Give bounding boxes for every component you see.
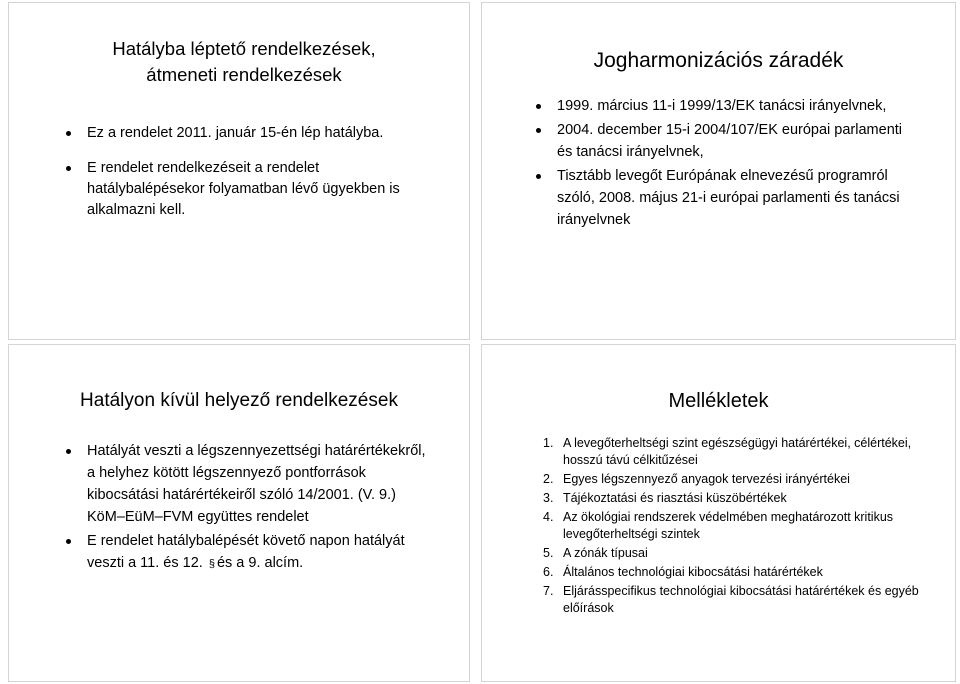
list-item-number: 4. [543,510,554,524]
list-item-text: Hatályát veszti a légszennyezettségi határértékekről, a helyhez kötött légszennyező pontforrások kibocsátási határértékeiről szóló 14/2001. (V. 9.) KöM–EüM–FVM együttes rendelet [87,443,426,525]
list-item-number: 2. [543,472,554,486]
bullet-dot-icon [66,449,71,454]
list-item [543,509,923,543]
slide-transitional-provisions [8,2,470,340]
slide-harmonization-clause [481,2,956,340]
slide-title [69,36,419,88]
bullet-dot-icon [536,128,541,133]
slide-repealing-provisions [8,344,470,682]
slide-title-line-1: Hatályba léptető rendelkezések, [112,38,376,59]
list-item-text: Eljárásspecifikus technológiai kibocsátási határértékek és egyéb előírások [563,584,919,615]
list-item-number: 3. [543,491,554,505]
list-item-number: 7. [543,584,554,598]
list-item [543,471,923,488]
list-item-text: 1999. március 11-i 1999/13/EK tanácsi irányelvnek, [557,98,887,114]
list-item [66,440,436,528]
list-item [536,165,906,231]
slide-title-line-2: átmeneti rendelkezések [146,64,342,85]
slide-title: Hatályon kívül helyező rendelkezések [80,390,398,411]
list-item-number: 5. [543,546,554,560]
list-item-text: Az ökológiai rendszerek védelmében meghatározott kritikus levegőterheltségi szintek [563,510,894,541]
list-item [543,583,923,617]
numbered-list [543,435,923,619]
slide-title: Jogharmonizációs záradék [593,49,844,72]
list-item-text: Tájékoztatási és riasztási küszöbértékek [563,491,787,505]
list-item [66,123,426,144]
bullet-dot-icon [66,539,71,544]
bullet-list [66,123,426,235]
list-item-text: 2004. december 15-i 2004/107/EK európai parlamenti és tanácsi irányelvnek, [557,122,903,160]
bullet-dot-icon [536,174,541,179]
bullet-dot-icon [536,104,541,109]
list-item [543,545,923,562]
list-item-text: Egyes légszennyező anyagok tervezési irányértékei [563,472,850,486]
slide-annexes [481,344,956,682]
list-item-text-cont: és a 9. alcím. [216,555,304,571]
list-item [66,530,436,575]
list-item-number: 6. [543,565,554,579]
list-item-text: Általános technológiai kibocsátási határértékek [563,565,823,579]
slide-title: Mellékletek [668,390,769,412]
bullet-list [536,95,906,233]
list-item-text: A levegőterheltségi szint egészségügyi határértékei, célértékei, hosszú távú célkitűzései [563,436,912,467]
list-item-text: E rendelet hatálybalépését követő napon hatályát veszti a 11. és 12. [87,533,405,571]
list-item [536,95,906,117]
list-item-text: E rendelet rendelkezéseit a rendelet hatálybalépésekor folyamatban lévő ügyekben is alkalmazni kell. [87,160,400,218]
list-item [66,158,426,221]
list-item-text: Tisztább levegőt Európának elnevezésű programról szóló, 2008. május 21-i európai parlamenti és tanácsi irányelvnek [557,168,900,228]
bullet-dot-icon [66,131,71,136]
list-item-text: A zónák típusai [563,546,648,560]
bullet-dot-icon [66,166,71,171]
list-item-text: Ez a rendelet 2011. január 15-én lép hatályba. [87,125,384,141]
list-item-number: 1. [543,436,554,450]
section-sign-icon: § [208,558,215,570]
list-item [536,119,906,163]
list-item [543,490,923,507]
list-item [543,435,923,469]
bullet-list [66,440,436,577]
list-item [543,564,923,581]
